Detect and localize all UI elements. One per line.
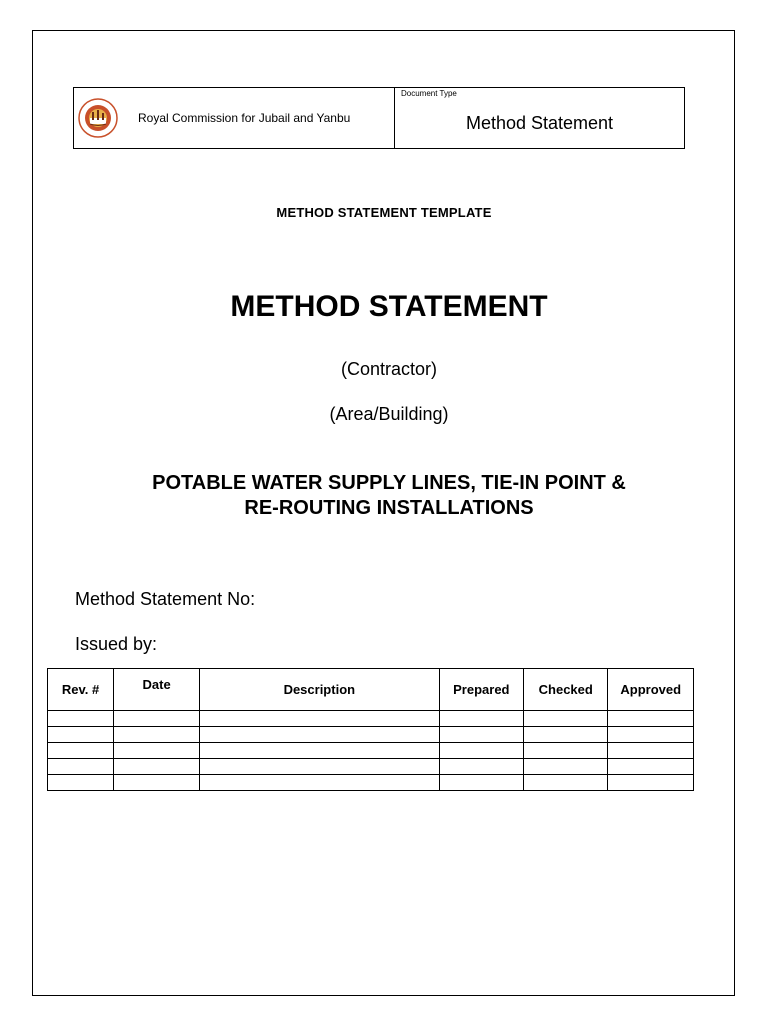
method-statement-number-label: Method Statement No: bbox=[75, 589, 256, 609]
contractor-placeholder: (Contractor) bbox=[340, 359, 438, 379]
table-row bbox=[48, 759, 694, 775]
table-cell bbox=[48, 759, 114, 775]
main-title: METHOD STATEMENT bbox=[230, 290, 548, 323]
column-header-checked: Checked bbox=[524, 669, 608, 711]
subject-line-1: POTABLE WATER SUPPLY LINES, TIE-IN POINT & bbox=[152, 472, 626, 494]
revision-table bbox=[47, 668, 694, 791]
table-cell bbox=[608, 743, 694, 759]
table-row bbox=[48, 743, 694, 759]
column-header-date: Date bbox=[114, 669, 200, 711]
table-cell bbox=[524, 711, 608, 727]
table-cell bbox=[114, 711, 200, 727]
table-cell bbox=[48, 775, 114, 791]
document-header bbox=[73, 87, 685, 149]
table-cell bbox=[439, 727, 523, 743]
table-row bbox=[48, 775, 694, 791]
table-cell bbox=[524, 727, 608, 743]
organization-cell bbox=[74, 88, 395, 148]
table-cell bbox=[608, 759, 694, 775]
table-cell bbox=[48, 727, 114, 743]
table-cell bbox=[608, 775, 694, 791]
table-cell bbox=[439, 775, 523, 791]
table-cell bbox=[439, 743, 523, 759]
document-type-label: Document Type bbox=[401, 89, 457, 98]
table-cell bbox=[524, 775, 608, 791]
table-cell bbox=[439, 711, 523, 727]
column-header-rev: Rev. # bbox=[48, 669, 114, 711]
area-building-placeholder: (Area/Building) bbox=[329, 404, 449, 424]
table-cell bbox=[439, 759, 523, 775]
royal-commission-logo-icon bbox=[78, 98, 118, 138]
table-cell bbox=[200, 743, 440, 759]
subject-title bbox=[90, 471, 688, 521]
issued-by-label: Issued by: bbox=[75, 634, 158, 654]
table-cell bbox=[48, 743, 114, 759]
table-cell bbox=[114, 743, 200, 759]
table-cell bbox=[200, 775, 440, 791]
table-cell bbox=[524, 743, 608, 759]
table-cell bbox=[200, 711, 440, 727]
table-cell bbox=[114, 727, 200, 743]
table-cell bbox=[200, 727, 440, 743]
document-type-value: Method Statement bbox=[465, 113, 614, 133]
table-row bbox=[48, 727, 694, 743]
table-cell bbox=[114, 775, 200, 791]
table-cell bbox=[114, 759, 200, 775]
organization-name: Royal Commission for Jubail and Yanbu bbox=[138, 111, 351, 125]
table-cell bbox=[608, 711, 694, 727]
table-cell bbox=[48, 711, 114, 727]
table-cell bbox=[524, 759, 608, 775]
table-row bbox=[48, 711, 694, 727]
column-header-approved: Approved bbox=[608, 669, 694, 711]
template-title: METHOD STATEMENT TEMPLATE bbox=[276, 205, 492, 220]
subject-line-2: RE-ROUTING INSTALLATIONS bbox=[244, 497, 534, 519]
column-header-description: Description bbox=[200, 669, 440, 711]
table-cell bbox=[200, 759, 440, 775]
revision-table-header bbox=[48, 669, 694, 711]
document-type-cell bbox=[395, 88, 684, 148]
column-header-prepared: Prepared bbox=[439, 669, 523, 711]
table-cell bbox=[608, 727, 694, 743]
